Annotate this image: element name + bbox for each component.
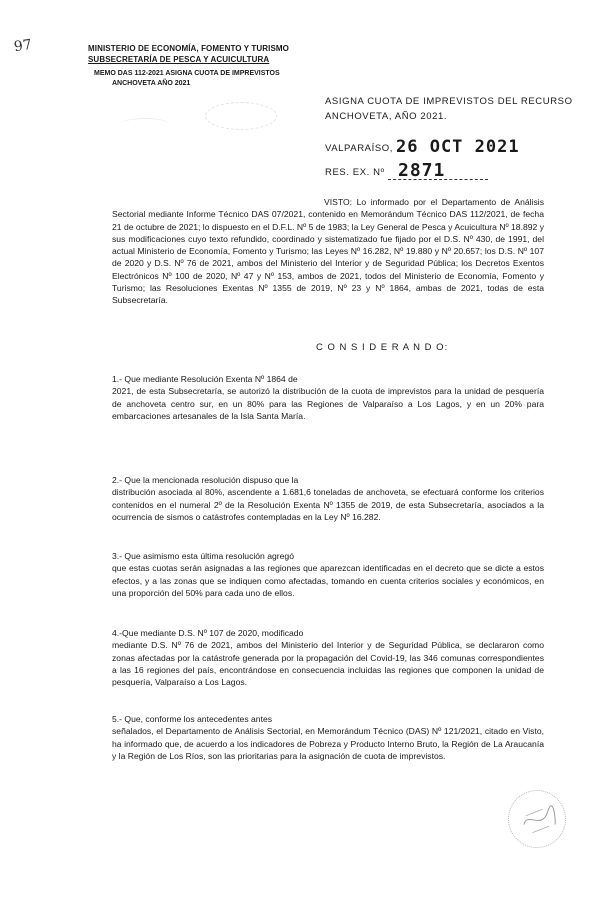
resolution-number-underline — [388, 179, 488, 180]
subsecretaria-name: SUBSECRETARÍA DE PESCA Y ACUICULTURA — [88, 55, 270, 64]
item-3-first-line: 3.- Que asimismo esta última resolución agregó — [112, 551, 294, 561]
considerando-item-1 — [112, 373, 544, 422]
item-2-body: distribución asociada al 80%, ascendente a 1.681,6 toneladas de anchoveta, se efectuará conforme los criterios contenidos en el numeral 2º de la Resolución Exenta Nº 1355 de 2019, de esta Subsecretaría, asociados a la ocurrencia de sismos o catástrofes contempladas en la Ley Nº 16.282. — [112, 487, 544, 522]
item-2-first-line: 2.- Que la mencionada resolución dispuso que la — [112, 475, 299, 485]
considerando-item-2 — [112, 474, 544, 523]
visto-paragraph — [112, 196, 544, 307]
visto-text: Lo informado por el Departamento de Análisis Sectorial mediante Informe Técnico DAS 07/2021, contenido en Memorándum Técnico DAS 112/2021, de fecha 21 de octubre de 2021; lo dispuesto en el D.F.L. Nº 5 de 1983; la Ley General de Pesca y Acuicultura Nº 18.892 y sus modificaciones cuyo texto refundido, coordinado y sistematizado fue fijado por el D.S. Nº 430, de 1991, del actual Ministerio de Economía, Fomento y Turismo; las Leyes Nº 16.282, Nº 19.880 y Nº 20.657; los D.S. Nº 107 de 2020 y D.S. Nº 76 de 2021, ambos del Ministerio del Interior y de Seguridad Pública; los Decretos Exentos Electrónicos Nº 100 de 2020, Nº 47 y Nº 153, ambos de 2021, todos del Ministerio de Economía, Fomento y Turismo; las Resoluciones Exentas Nº 1355 de 2019, Nº 23 y Nº 1864, ambas de 2021, todas de esta Subsecretaría. — [112, 197, 544, 306]
resolution-number-label: RES. EX. Nº — [325, 167, 385, 178]
memo-reference-line1: MEMO DAS 112-2021 ASIGNA CUOTA DE IMPREVISTOS — [94, 70, 280, 77]
scan-smudge — [120, 118, 170, 131]
official-seal-stamp — [501, 783, 572, 854]
resolution-title-line1: ASIGNA CUOTA DE IMPREVISTOS DEL RECURSO — [325, 96, 573, 107]
resolution-title-line2: ANCHOVETA, AÑO 2021. — [325, 111, 448, 122]
item-1-body: 2021, de esta Subsecretaría, se autorizó la distribución de la cuota de imprevistos para la unidad de pesquería de anchoveta centro sur, en un 80% para las Regiones de Valparaíso a Los Lagos, y en un 20% para embarcaciones artesanales de la Isla Santa María. — [112, 386, 544, 421]
item-4-first-line: 4.-Que mediante D.S. Nº 107 de 2020, modificado — [112, 628, 304, 638]
item-3-body: que estas cuotas serán asignadas a las regiones que aparezcan identificadas en el decreto que se dicte a estos efectos, y a las zonas que se indiquen como afectadas, tomando en cuenta criterios sociales y económicos, en una proporción del 50% para cada uno de ellos. — [112, 563, 544, 598]
ministry-name: MINISTERIO DE ECONOMÍA, FOMENTO Y TURISMO — [88, 44, 290, 53]
item-4-body: mediante D.S. Nº 76 de 2021, ambos del Ministerio del Interior y de Seguridad Pública, se declararon como zonas afectadas por la catástrofe generada por la propagación del Covid-19, las 346 comunas correspondientes a las 16 regiones del país, encontrándose en consecuencia incluidas las regiones que componen la unidad de pesquería, Valparaíso a Los Lagos. — [112, 640, 544, 688]
considerando-item-4 — [112, 627, 544, 688]
city-label: VALPARAÍSO, — [325, 143, 394, 154]
scan-smudge — [205, 102, 277, 130]
memo-reference-line2: ANCHOVETA AÑO 2021 — [112, 80, 191, 87]
visto-label: VISTO: — [324, 197, 353, 207]
seal-scribble-icon — [503, 785, 572, 854]
considerando-item-3 — [112, 550, 544, 599]
considerando-item-5 — [112, 713, 544, 762]
item-5-body: señalados, el Departamento de Análisis Sectorial, en Memorándum Técnico (DAS) Nº 121/2021, citado en Visto, ha informado que, de acuerdo a los indicadores de Pobreza y Producto Interno Bruto, la Región de La Araucanía y la Región de Los Ríos, son las prioritarias para la asignación de cuota de imprevistos. — [112, 726, 544, 761]
item-1-first-line: 1.- Que mediante Resolución Exenta Nº 1864 de — [112, 374, 298, 384]
margin-handwritten-mark: 97 — [12, 36, 33, 56]
considerando-heading: C O N S I D E R A N D O: — [316, 342, 449, 353]
resolution-number: 2871 — [398, 160, 446, 181]
date-stamp: 26 OCT 2021 — [396, 137, 520, 157]
item-5-first-line: 5.- Que, conforme los antecedentes antes — [112, 714, 273, 724]
